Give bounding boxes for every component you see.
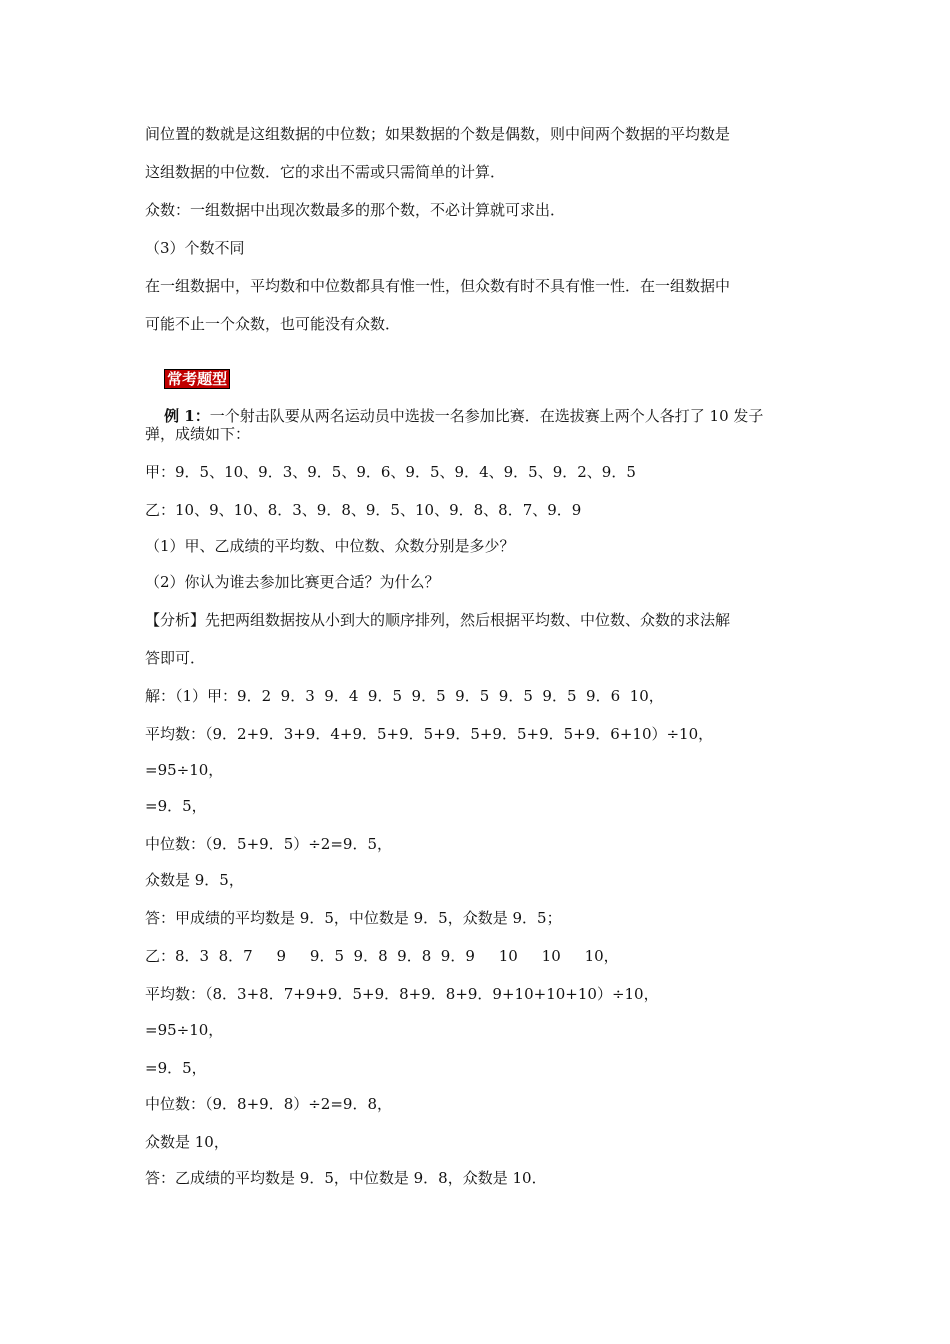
intro-line-2: 这组数据的中位数．它的求出不需或只需简单的计算．	[145, 163, 506, 181]
jia-scores: 甲：9．5、10、9．3、9．5、9．6、9．5、9．4、9．5、9．2、9．5	[145, 463, 636, 481]
example-line-1	[145, 386, 764, 425]
solution-line-11: =9．5，	[145, 1059, 207, 1077]
solution-line-3: =95÷10，	[145, 761, 224, 779]
intro-line-4: （3）个数不同	[145, 239, 245, 257]
solution-line-13: 众数是 10，	[145, 1133, 229, 1151]
solution-line-6: 众数是 9．5，	[145, 871, 244, 889]
solution-line-8: 乙：8．3 8．7 9 9．5 9．8 9．8 9．9 10 10 10，	[145, 947, 619, 965]
solution-line-4: =9．5，	[145, 797, 207, 815]
intro-line-3: 众数：一组数据中出现次数最多的那个数，不必计算就可求出．	[145, 201, 566, 219]
solution-line-7: 答：甲成绩的平均数是 9．5，中位数是 9．5，众数是 9．5；	[145, 909, 562, 927]
solution-line-1: 解：（1）甲：9．2 9．3 9．4 9．5 9．5 9．5 9．5 9．5 9．6 10，	[145, 687, 664, 705]
solution-line-2: 平均数：（9．2+9．3+9．4+9．5+9．5+9．5+9．5+9．5+9．6+10）÷10，	[145, 725, 714, 743]
section-heading	[145, 349, 230, 388]
example-label: 例 1：	[164, 407, 210, 425]
yi-scores: 乙：10、9、10、8．3、9．8、9．5、10、9．8、8．7、9．9	[145, 501, 582, 519]
analysis-line-1: 【分析】先把两组数据按从小到大的顺序排列，然后根据平均数、中位数、众数的求法解	[145, 611, 731, 629]
question-2: （2）你认为谁去参加比赛更合适？为什么？	[145, 573, 440, 591]
intro-line-1: 间位置的数就是这组数据的中位数；如果数据的个数是偶数，则中间两个数据的平均数是	[145, 125, 731, 143]
solution-line-10: =95÷10，	[145, 1021, 224, 1039]
example-text-1: 一个射击队要从两名运动员中选拔一名参加比赛．在选拔赛上两个人各打了 10 发子	[209, 407, 764, 425]
example-line-2: 弹，成绩如下：	[145, 425, 251, 443]
solution-line-14: 答：乙成绩的平均数是 9．5，中位数是 9．8，众数是 10．	[145, 1169, 547, 1187]
solution-line-5: 中位数：（9．5+9．5）÷2=9．5，	[145, 835, 393, 853]
solution-line-9: 平均数：（8．3+8．7+9+9．5+9．8+9．8+9．9+10+10+10）÷10，	[145, 985, 659, 1003]
analysis-line-2: 答即可．	[145, 649, 206, 667]
intro-line-5: 在一组数据中，平均数和中位数都具有惟一性，但众数有时不具有惟一性．在一组数据中	[145, 277, 731, 295]
section-tag: 常考题型	[164, 369, 230, 389]
question-1: （1）甲、乙成绩的平均数、中位数、众数分别是多少？	[145, 537, 515, 555]
solution-line-12: 中位数：（9．8+9．8）÷2=9．8，	[145, 1095, 393, 1113]
intro-line-6: 可能不止一个众数，也可能没有众数．	[145, 315, 401, 333]
